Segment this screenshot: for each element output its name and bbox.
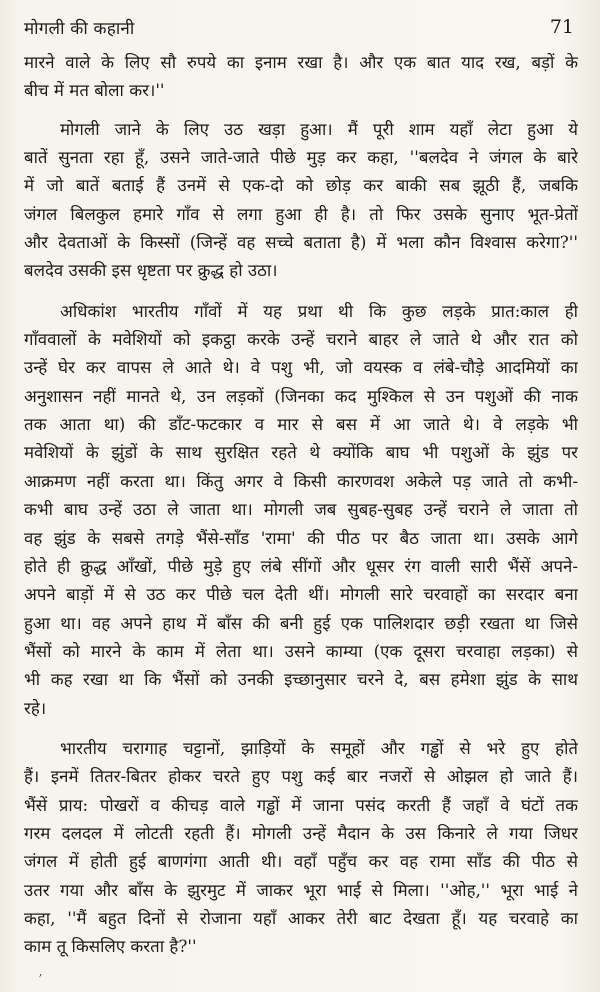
text-line: आक्रमण नहीं करता था। किंतु अगर वे किसी कारणवश अकेले पड़ जाते तो कभी- <box>24 470 578 491</box>
text-line: बलदेव उसकी इस धृष्टता पर क्रुद्ध हो उठा। <box>24 260 278 281</box>
text-line: कहा, ''मैं बहुत दिनों से रोजाना यहाँ आकर तेरी बाट देखता हूँ। यह चरवाहे का <box>24 907 578 928</box>
text-line: और देवताओं के किस्सों (जिन्हें वह सच्चे बताता है) में भला कौन विश्वास करेगा?'' <box>24 232 578 253</box>
text-line: भैंसें प्राय: पोखरों व कीचड़ वाले गड्ढों में जाना पसंद करती हैं जहाँ वे घंटों तक <box>24 794 578 815</box>
text-line: जंगल में होती हुई बाणगंगा आती थी। वहाँ पहुँच कर वह रामा साँड की पीठ से <box>24 851 578 872</box>
text-line: हैं। इनमें तितर-बितर होकर चरते हुए पशु कई बार नजरों से ओझल हो जाते हैं। <box>24 766 578 787</box>
text-line: हुआ था। वह अपने हाथ में बाँस की बनी हुई एक पालिशदार छड़ी रखता था जिसे <box>24 612 578 633</box>
text-line: काम तू किसलिए करता है?'' <box>24 936 197 957</box>
text-line: बातें सुनता रहा हूँ, उसने जाते-जाते पीछे मुड़ कर कहा, ''बलदेव ने जंगल के बारे <box>24 147 578 168</box>
text-line: भारतीय चरागाह चट्टानों, झाड़ियों के समूहों और गड्ढों से भरे हुए होते <box>60 737 578 758</box>
text-line: अधिकांश भारतीय गाँवों में यह प्रथा थी कि कुछ लड़के प्रात:काल ही <box>60 300 578 321</box>
text-line: भी कह रखा था कि भैंसों को उनकी इच्छानुसार चरने दे, बस हमेशा झुंड के साथ <box>24 669 578 690</box>
stray-mark: ʼ <box>38 972 42 986</box>
text-line: वह झुंड के सबसे तगड़े भैंसे-साँड 'रामा' की पीठ पर बैठ जाता था। उसके आगे <box>24 527 578 548</box>
text-line: कभी बाघ उन्हें उठा ले जाता था। मोगली जब सुबह-सुबह उन्हें चराने ले जाता तो <box>24 499 578 520</box>
text-line: अनुशासन नहीं मानते थे, उन लड़कों (जिनका कद मुश्किल से उन पशुओं की नाक <box>24 385 578 406</box>
running-header-title: मोगली की कहानी <box>24 19 135 39</box>
page-number: 71 <box>549 16 574 38</box>
text-line: बीच में मत बोला कर।'' <box>24 80 165 101</box>
text-line: रहे। <box>24 697 47 718</box>
text-line: मवेशियों के झुंडों के साथ सुरक्षित रहते थे क्योंकि बाघ भी पशुओं के झुंड पर <box>24 442 578 463</box>
text-line: अपने बाड़ों में से उठ कर पीछे चल देती थीं। मोगली सारे चरवाहों का सरदार बना <box>24 584 578 605</box>
paragraph-2 <box>24 115 578 285</box>
text-line: जंगल बिलकुल हमारे गाँव से लगा हुआ ही है। तो फिर उसके सुनाए भूत-प्रेतों <box>24 203 578 224</box>
text-line: गरम दलदल में लोटती रहती हैं। मोगली उन्हें मैदान के उस किनारे ले गया जिधर <box>24 822 578 843</box>
text-line: होते ही क्रुद्ध आँखों, पीछे मुड़े हुए लंबे सींगों और धूसर रंग वाली सारी भैंसें अपने- <box>24 555 578 576</box>
text-line: भैंसों को मारने के काम में लेता था। उसने काम्या (एक दूसरा चरवाहा लड़का) से <box>24 640 578 661</box>
paragraph-1 <box>24 48 578 105</box>
paragraph-4 <box>24 734 578 961</box>
text-line: मारने वाले के लिए सौ रुपये का इनाम रखा है। और एक बात याद रख, बड़ों के <box>24 52 578 72</box>
page-body <box>24 48 578 961</box>
text-line: मोगली जाने के लिए उठ खड़ा हुआ। मैं पूरी शाम यहाँ लेटा हुआ ये <box>60 118 578 139</box>
text-line: तक आता था) की डाँट-फटकार व मार से बस में आ जाते थे। वे लड़के भी <box>24 414 578 435</box>
text-line: गाँववालों के मवेशियों को इकट्ठा करके उन्हें चराने बाहर ले जाते थे और रात को <box>24 329 578 350</box>
text-line: में जो बातें बताई हैं उनमें से एक-दो को छोड़ कर बाकी सब झूठी हैं, जबकि <box>24 175 578 196</box>
text-line: उतर गया और बाँस के झुरमुट में जाकर भूरा भाई से मिला। ''ओह,'' भूरा भाई ने <box>24 879 578 900</box>
text-line: उन्हें घेर कर वापस ले आते थे। वे पशु भी, जो वयस्क व लंबे-चौड़े आदमियों का <box>24 357 578 378</box>
paragraph-3 <box>24 297 578 722</box>
